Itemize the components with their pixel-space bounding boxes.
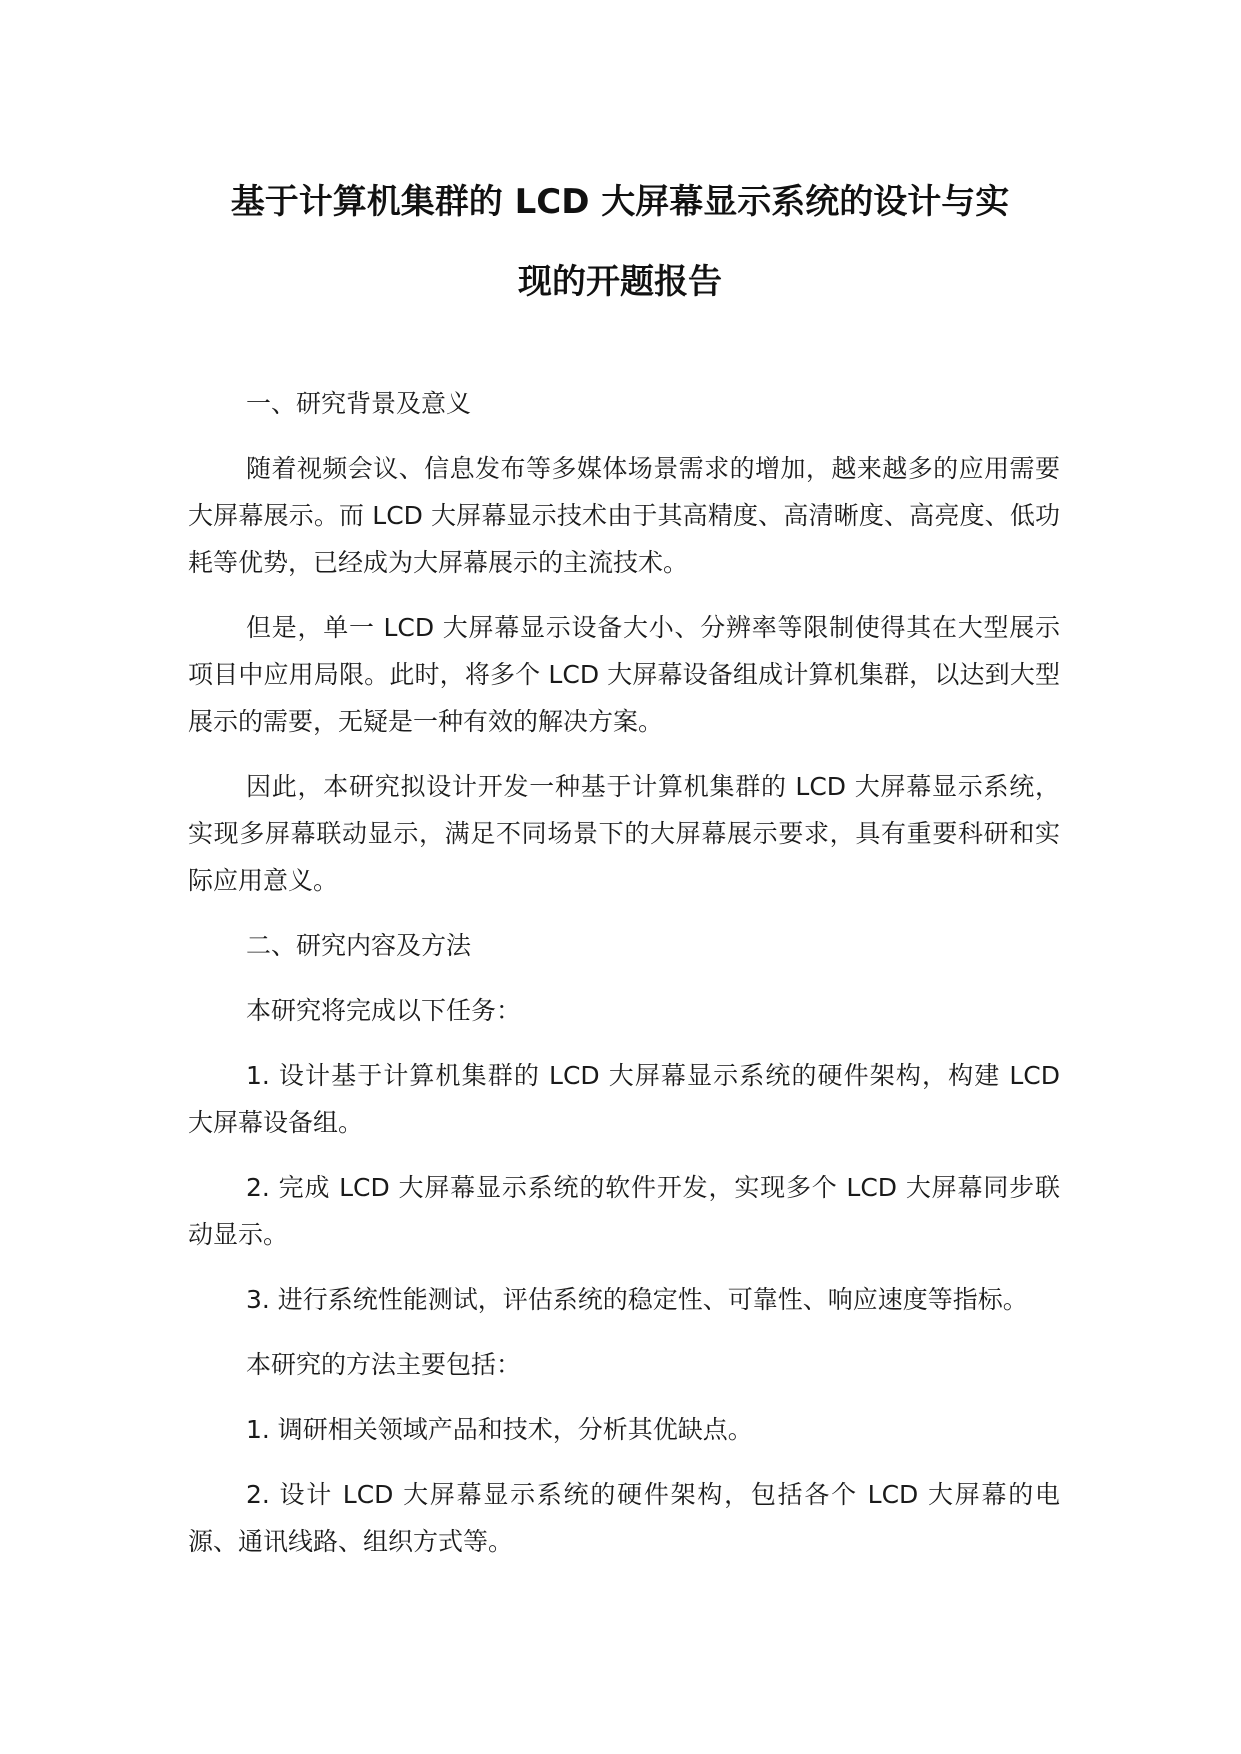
task-list-item: 2. 完成 LCD 大屏幕显示系统的软件开发，实现多个 LCD 大屏幕同步联动显示。: [188, 1173, 1060, 1249]
body-paragraph: 本研究将完成以下任务：: [246, 996, 522, 1025]
task-list-item: 3. 进行系统性能测试，评估系统的稳定性、可靠性、响应速度等指标。: [246, 1285, 1028, 1314]
method-list-item: 1. 调研相关领域产品和技术，分析其优缺点。: [246, 1415, 753, 1444]
task-list-item: 1. 设计基于计算机集群的 LCD 大屏幕显示系统的硬件架构，构建 LCD 大屏幕设备组。: [188, 1061, 1060, 1137]
body-paragraph: 本研究的方法主要包括：: [246, 1350, 522, 1379]
document-title-line-2: 现的开题报告: [518, 262, 722, 302]
body-paragraph: 因此，本研究拟设计开发一种基于计算机集群的 LCD 大屏幕显示系统，实现多屏幕联动显示，满足不同场景下的大屏幕展示要求，具有重要科研和实际应用意义。: [188, 772, 1060, 895]
document-body: [188, 380, 1060, 1583]
body-paragraph: 但是，单一 LCD 大屏幕显示设备大小、分辨率等限制使得其在大型展示项目中应用局限。此时，将多个 LCD 大屏幕设备组成计算机集群，以达到大型展示的需要，无疑是一种有效的解决方案。: [188, 613, 1060, 736]
body-paragraph: 随着视频会议、信息发布等多媒体场景需求的增加，越来越多的应用需要大屏幕展示。而 LCD 大屏幕显示技术由于其高精度、高清晰度、高亮度、低功耗等优势，已经成为大屏幕展示的主流技术。: [188, 454, 1060, 577]
method-list-item: 2. 设计 LCD 大屏幕显示系统的硬件架构，包括各个 LCD 大屏幕的电源、通讯线路、组织方式等。: [188, 1480, 1060, 1556]
section-heading-content-methods: 二、研究内容及方法: [246, 931, 472, 960]
document-title-line-1: 基于计算机集群的 LCD 大屏幕显示系统的设计与实: [230, 182, 1010, 222]
section-heading-background: 一、研究背景及意义: [246, 389, 472, 418]
